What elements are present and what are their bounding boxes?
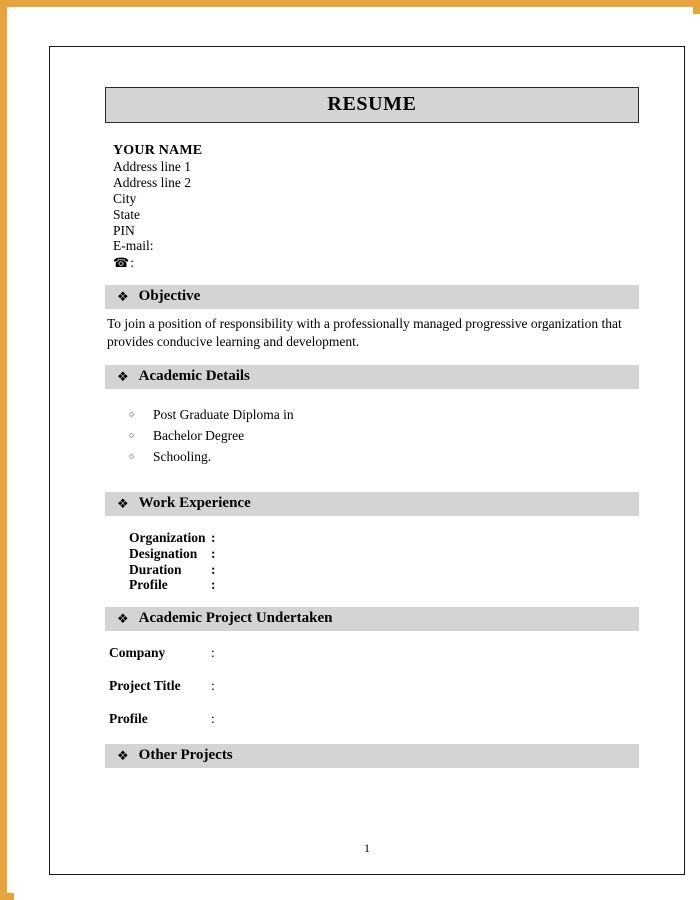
field-label: Profile [109,711,148,727]
section-header-objective [105,285,639,309]
field-label: Duration [129,561,182,577]
phone-value: : [130,255,134,271]
field-row-organization [129,530,639,546]
diamond-bullet-icon: ❖ [117,288,129,304]
academic-details-list [105,405,639,468]
field-row-profile [129,577,639,593]
section-header-academic-project-undertaken [105,607,639,631]
list-item-label: Bachelor Degree [153,428,245,444]
section-header-other-projects [105,744,639,768]
circle-bullet-icon: ○ [129,430,135,441]
page-title: RESUME [105,87,639,123]
field-row-profile [109,711,639,727]
address-line-2: Address line 2 [113,175,191,191]
section-title-work-experience: Work Experience [138,495,251,512]
address-line-1: Address line 1 [113,159,191,175]
diamond-bullet-icon: ❖ [117,611,129,627]
section-header-work-experience [105,492,639,516]
pin-line: PIN [113,222,135,238]
section-title-academic-details: Academic Details [138,368,250,385]
field-row-duration [129,562,639,578]
section-header-academic-details [105,365,639,389]
academic-project-fields [105,645,639,727]
field-colon: : [211,545,216,561]
diamond-bullet-icon: ❖ [117,496,129,512]
field-colon: : [211,577,216,593]
spacer [105,468,639,478]
email-line: E-mail: [113,238,154,254]
field-label: Designation [129,545,198,561]
field-colon: : [211,678,215,694]
field-label: Company [109,645,166,661]
field-row-company [109,645,639,661]
page-number: 1 [364,841,370,855]
telephone-icon: ☎ [113,255,130,271]
objective-body: To join a position of responsibility with a professionally managed progressive organization that provides conducive learning and development. [107,315,622,350]
contact-block [105,143,639,271]
list-item-label: Schooling. [153,449,212,465]
work-experience-fields [105,530,639,593]
list-item-label: Post Graduate Diploma in [153,407,294,423]
document-content [105,87,639,768]
field-label: Profile [129,577,168,593]
field-colon: : [211,645,215,661]
page-inner-margin [14,14,700,900]
circle-bullet-icon: ○ [129,451,135,462]
state-line: State [113,206,140,222]
field-colon: : [211,530,216,546]
field-label: Project Title [109,678,181,694]
circle-bullet-icon: ○ [129,409,135,420]
list-item [129,405,639,426]
list-item [129,426,639,447]
city-line: City [113,190,137,206]
applicant-name: YOUR NAME [113,143,203,158]
document-sheet [49,46,685,875]
section-title-objective: Objective [138,287,201,304]
phone-line [113,255,639,271]
section-title-academic-project-undertaken: Academic Project Undertaken [138,610,333,627]
diamond-bullet-icon: ❖ [117,369,129,385]
field-colon: : [211,711,215,727]
field-colon: : [211,561,216,577]
field-row-designation [129,546,639,562]
field-label: Organization [129,530,206,546]
list-item [129,447,639,468]
diamond-bullet-icon: ❖ [117,748,129,764]
section-title-other-projects: Other Projects [138,747,233,764]
field-row-project-title [109,678,639,694]
